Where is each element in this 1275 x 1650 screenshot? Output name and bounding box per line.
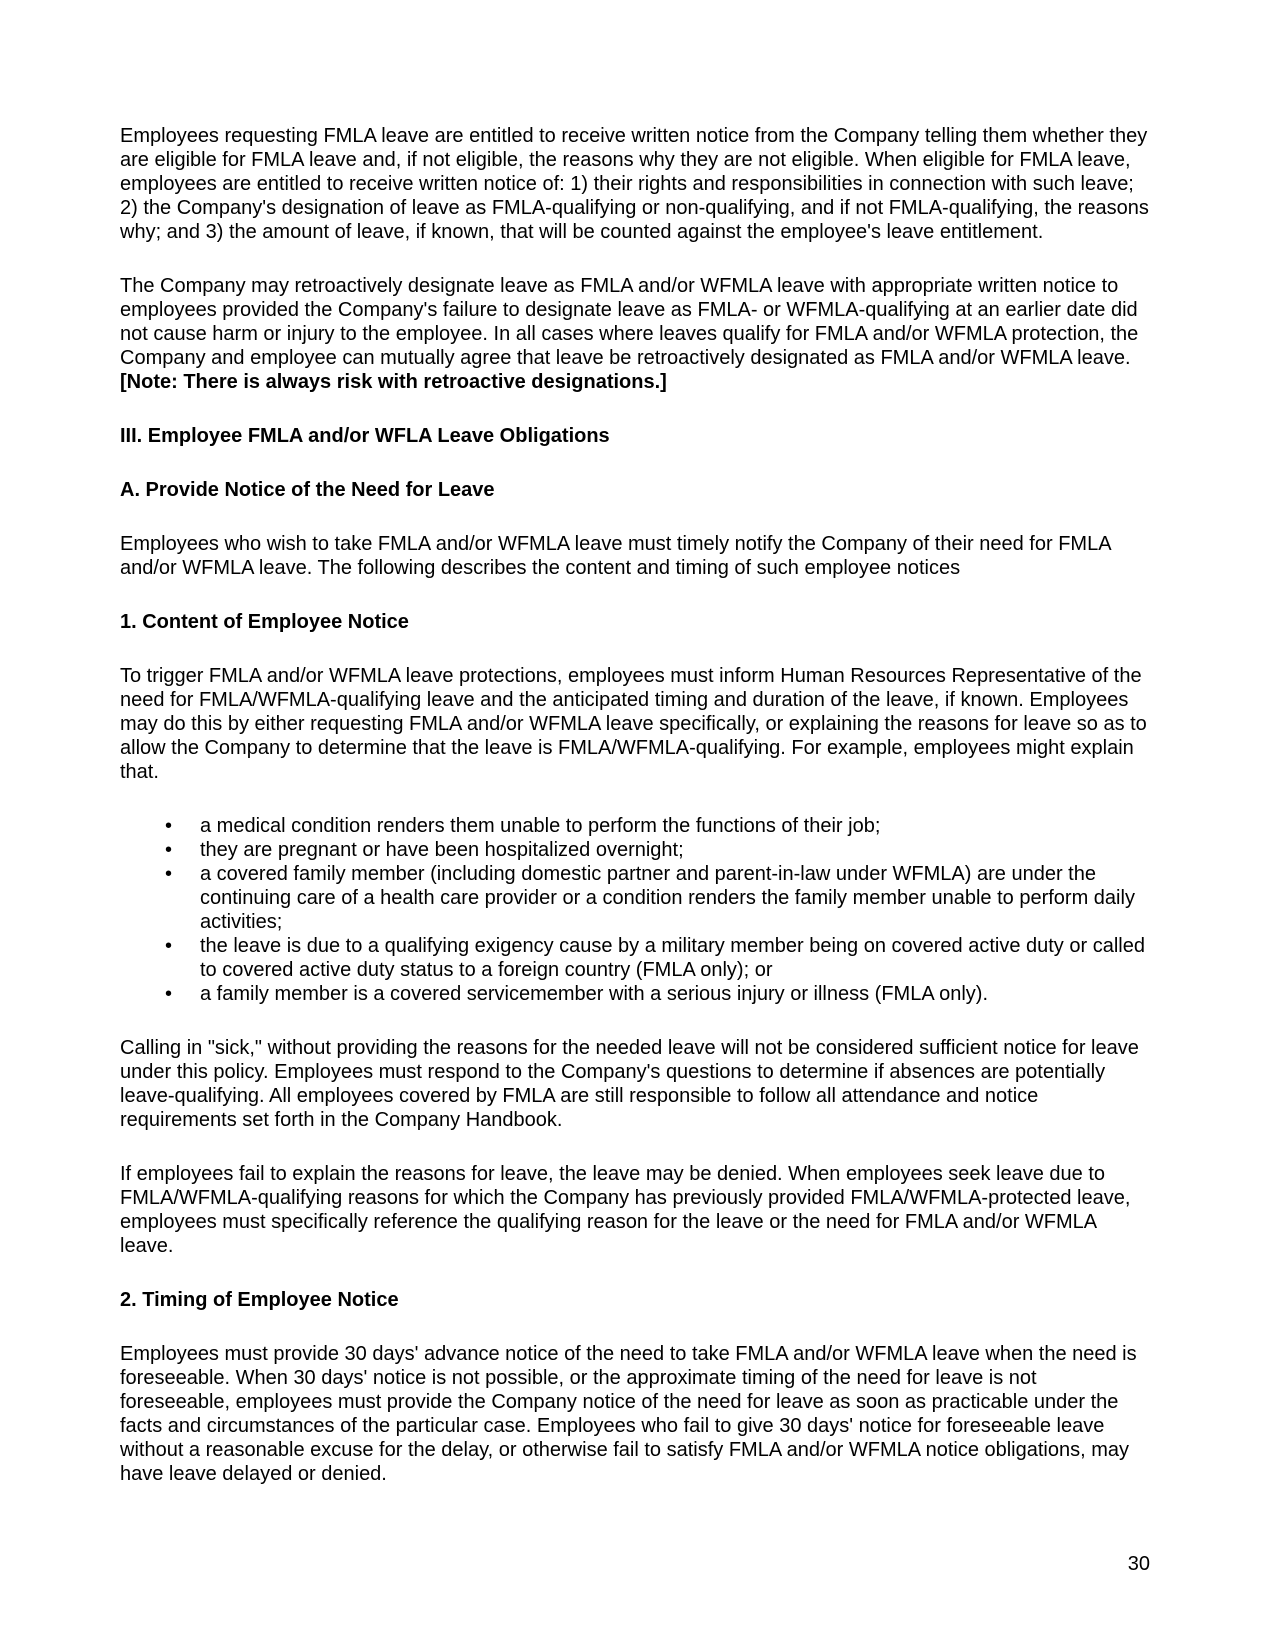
heading-a-provide-notice: A. Provide Notice of the Need for Leave <box>120 479 495 501</box>
list-item-text: a medical condition renders them unable to perform the functions of their job; <box>200 815 881 837</box>
bullet-icon: • <box>165 839 173 861</box>
list-item <box>120 934 1150 982</box>
list-item <box>120 982 1150 1006</box>
paragraph-retroactive-designation <box>120 274 1150 394</box>
list-item <box>120 814 1150 838</box>
paragraph-advance-notice: Employees must provide 30 days' advance notice of the need to take FMLA and/or WFMLA leave when the need is foreseeable. When 30 days' notice is not possible, or the approximate timing of the need for leave is not foreseeable, employees must provide the Company notice of the need for leave as soon as practicable under the facts and circumstances of the particular case. Employees who fail to give 30 days' notice for foreseeable leave without a reasonable excuse for the delay, or otherwise fail to satisfy FMLA and/or WFMLA notice obligations, may have leave delayed or denied. <box>120 1343 1137 1485</box>
bullet-icon: • <box>165 935 173 957</box>
paragraph-fail-to-explain: If employees fail to explain the reasons for leave, the leave may be denied. When employees seek leave due to FMLA/WFMLA-qualifying reasons for which the Company has previously provided FMLA/WFMLA-protected leave, employees must specifically reference the qualifying reason for the leave or the need for FMLA and/or WFMLA leave. <box>120 1163 1131 1257</box>
bullet-list-leave-reasons <box>120 814 1150 1006</box>
list-item <box>120 862 1150 934</box>
document-body <box>120 124 1150 1516</box>
paragraph-trigger-protections: To trigger FMLA and/or WFMLA leave protections, employees must inform Human Resources Representative of the need for FMLA/WFMLA-qualifying leave and the anticipated timing and duration of the leave, if known. Employees may do this by either requesting FMLA and/or WFMLA leave specifically, or explaining the reasons for leave so as to allow the Company to determine that the leave is FMLA/WFMLA-qualifying. For example, employees might explain that. <box>120 665 1147 783</box>
bullet-icon: • <box>165 815 173 837</box>
list-item-text: a covered family member (including domestic partner and parent-in-law under WFMLA) are under the continuing care of a health care provider or a condition renders the family member unable to perform daily activities; <box>200 863 1135 933</box>
list-item-text: the leave is due to a qualifying exigency cause by a military member being on covered active duty or called to covered active duty status to a foreign country (FMLA only); or <box>200 935 1145 981</box>
retroactive-risk-note: [Note: There is always risk with retroactive designations.] <box>120 371 667 393</box>
list-item-text: a family member is a covered servicemember with a serious injury or illness (FMLA only). <box>200 983 989 1005</box>
paragraph-retroactive-text: The Company may retroactively designate leave as FMLA and/or WFMLA leave with appropriate written notice to employees provided the Company's failure to designate leave as FMLA- or WFMLA-qualifying at an earlier date did not cause harm or injury to the employee. In all cases where leaves qualify for FMLA and/or WFMLA protection, the Company and employee can mutually agree that leave be retroactively designated as FMLA and/or WFMLA leave. <box>120 275 1139 369</box>
paragraph-calling-in-sick: Calling in "sick," without providing the reasons for the needed leave will not be considered sufficient notice for leave under this policy. Employees must respond to the Company's questions to determine if absences are potentially leave-qualifying. All employees covered by FMLA are still responsible to follow all attendance and notice requirements set forth in the Company Handbook. <box>120 1037 1139 1131</box>
bullet-icon: • <box>165 863 173 885</box>
list-item-text: they are pregnant or have been hospitalized overnight; <box>200 839 684 861</box>
page-number: 30 <box>1127 1553 1150 1575</box>
heading-1-content-of-employee-notice: 1. Content of Employee Notice <box>120 611 409 633</box>
paragraph-written-notice: Employees requesting FMLA leave are entitled to receive written notice from the Company telling them whether they are eligible for FMLA leave and, if not eligible, the reasons why they are not eligible. When eligible for FMLA leave, employees are entitled to receive written notice of: 1) their rights and responsibilities in connection with such leave; 2) the Company's designation of leave as FMLA-qualifying or non-qualifying, and if not FMLA-qualifying, the reasons why; and 3) the amount of leave, if known, that will be counted against the employee's leave entitlement. <box>120 125 1149 243</box>
bullet-icon: • <box>165 983 173 1005</box>
paragraph-timely-notify: Employees who wish to take FMLA and/or WFMLA leave must timely notify the Company of their need for FMLA and/or WFMLA leave. The following describes the content and timing of such employee notices <box>120 533 1111 579</box>
heading-section-iii-employee-leave-obligations: III. Employee FMLA and/or WFLA Leave Obligations <box>120 425 610 447</box>
list-item <box>120 838 1150 862</box>
heading-2-timing-of-employee-notice: 2. Timing of Employee Notice <box>120 1289 399 1311</box>
